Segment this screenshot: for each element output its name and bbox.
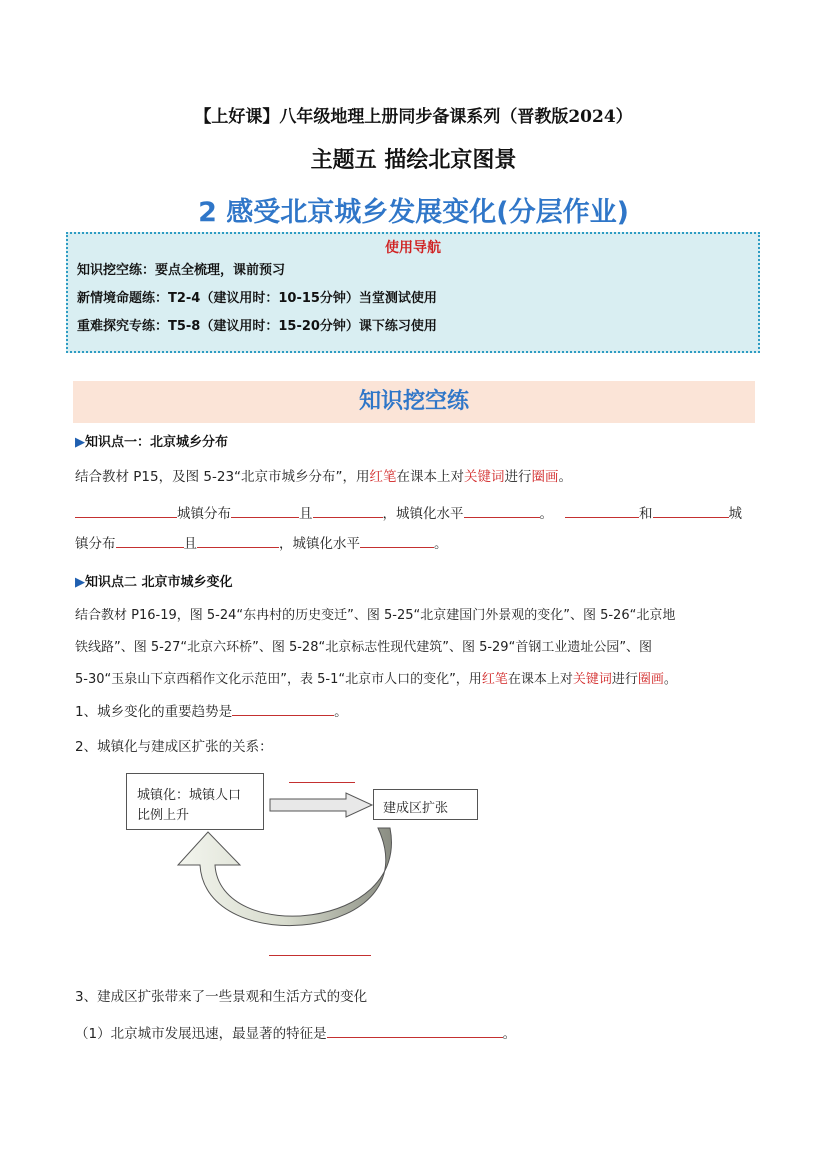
lesson-title: 2 感受北京城乡发展变化(分层作业) — [198, 197, 629, 228]
cycle-arrow — [178, 828, 391, 926]
topic-title: 主题五 描绘北京图景 — [310, 148, 517, 173]
answer-blank[interactable] — [289, 782, 355, 783]
answer-blank[interactable] — [313, 502, 383, 518]
urbanization-box: 城镇化：城镇人口 比例上升 — [126, 773, 264, 830]
guide-line: 重难探究专练：T5-8（建议用时：15-20分钟）课下练习使用 — [77, 319, 437, 334]
answer-blank[interactable] — [653, 502, 729, 518]
answer-blank[interactable] — [327, 1022, 503, 1038]
section-banner — [73, 381, 755, 423]
series-header: 【上好课】八年级地理上册同步备课系列（晋教版2024） — [194, 107, 633, 127]
triangle-bullet-icon: ▶ — [75, 435, 85, 450]
usage-guide-title: 使用导航 — [385, 240, 441, 256]
kp1-fill-line-2: 镇分布 且 ，城镇化水平 。 — [75, 528, 755, 560]
answer-blank[interactable] — [75, 502, 177, 518]
guide-line: 知识挖空练：要点全梳理，课前预习 — [77, 263, 286, 278]
answer-blank[interactable] — [464, 502, 540, 518]
answer-blank[interactable] — [269, 955, 371, 956]
forward-arrow — [270, 793, 372, 817]
answer-blank[interactable] — [565, 502, 639, 518]
built-up-expansion-box: 建成区扩张 — [373, 789, 478, 820]
answer-blank[interactable] — [232, 700, 334, 716]
knowledge-point-2-label: ▶知识点二 北京市城乡变化 — [75, 575, 233, 590]
usage-guide-box — [66, 232, 760, 353]
answer-blank[interactable] — [197, 532, 279, 548]
answer-blank[interactable] — [231, 502, 299, 518]
answer-blank[interactable] — [360, 532, 434, 548]
kp1-fill-line-1: 城镇分布 且 ，城镇化水平 。 和 城 — [75, 498, 755, 530]
guide-line: 新情境命题练：T2-4（建议用时：10-15分钟）当堂测试使用 — [77, 291, 437, 306]
triangle-bullet-icon: ▶ — [75, 575, 85, 590]
question-1: 1、城乡变化的重要趋势是 。 — [75, 696, 755, 728]
question-3: 3、建成区扩张带来了一些景观和生活方式的变化 — [75, 989, 368, 1005]
answer-blank[interactable] — [116, 532, 184, 548]
knowledge-point-1-label: ▶知识点一：北京城乡分布 — [75, 435, 229, 450]
question-2: 2、城镇化与建成区扩张的关系： — [75, 739, 273, 755]
section-title: 知识挖空练 — [358, 389, 469, 414]
question-3-1: （1）北京城市发展迅速，最显著的特征是 。 — [75, 1018, 755, 1050]
kp2-intro: 结合教材 P16-19，图 5-24“东冉村的历史变迁”、图 5-25“北京建国门外景观的变化”、图 5-26“北京地 铁线路”、图 5-27“北京六环桥”、图 5-28“北京标志性现代建筑”、图 5-29“首钢工业遗址公园”、图 5-30“玉泉山下京西稻作文化示范田”，表 5-1“北京市人口的变化”，用红笔在课本上对关键词进行圈画。 — [75, 608, 677, 687]
kp1-intro: 结合教材 P15，及图 5-23“北京市城乡分布”，用红笔在课本上对关键词进行圈画。 — [75, 469, 573, 485]
